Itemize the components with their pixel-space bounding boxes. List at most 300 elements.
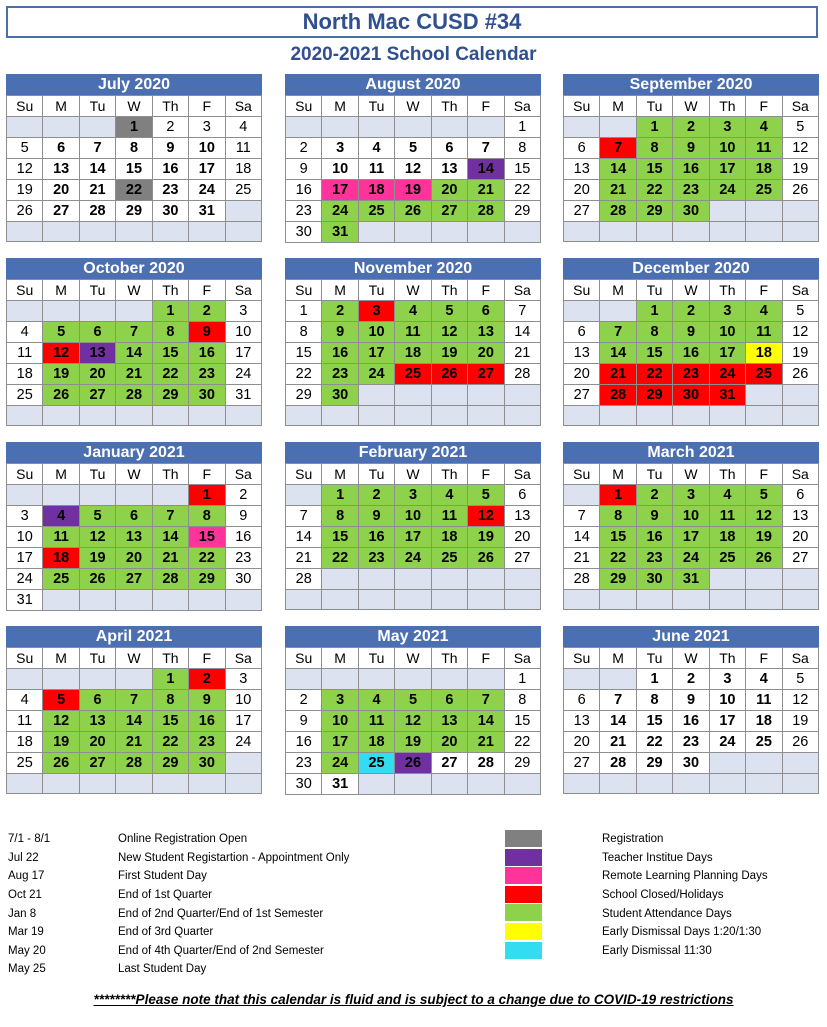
day-cell: 22 xyxy=(636,180,672,201)
day-cell: 20 xyxy=(564,364,600,385)
weekday-header: Th xyxy=(709,280,745,301)
empty-day-cell xyxy=(189,590,225,611)
day-cell: 10 xyxy=(189,138,225,159)
weekday-header: F xyxy=(746,280,782,301)
day-cell: 20 xyxy=(43,180,79,201)
day-cell: 8 xyxy=(322,506,358,527)
day-cell: 20 xyxy=(468,343,504,364)
empty-day-cell xyxy=(358,590,394,610)
day-cell: 22 xyxy=(600,548,636,569)
weekday-header: Su xyxy=(564,280,600,301)
day-cell: 27 xyxy=(431,753,467,774)
key-date-description: Online Registration Open xyxy=(118,833,248,846)
day-cell: 26 xyxy=(7,201,43,222)
day-cell: 9 xyxy=(152,138,188,159)
day-cell: 10 xyxy=(709,322,745,343)
day-cell: 15 xyxy=(636,343,672,364)
day-cell: 5 xyxy=(782,669,818,690)
day-cell: 30 xyxy=(152,201,188,222)
key-date-description: New Student Registartion - Appointment Only xyxy=(118,851,350,864)
day-cell: 30 xyxy=(286,774,322,795)
day-cell: 31 xyxy=(189,201,225,222)
day-cell: 27 xyxy=(564,385,600,406)
day-cell: 24 xyxy=(395,548,431,569)
weekday-header: Su xyxy=(286,464,322,485)
day-cell: 2 xyxy=(358,485,394,506)
key-dates-list xyxy=(8,830,388,979)
empty-day-cell xyxy=(395,774,431,795)
day-cell: 9 xyxy=(673,322,709,343)
day-cell: 28 xyxy=(600,201,636,222)
empty-day-cell xyxy=(7,406,43,426)
weekday-header: Tu xyxy=(358,464,394,485)
month-november-2020 xyxy=(285,258,541,426)
day-cell: 20 xyxy=(431,180,467,201)
empty-day-cell xyxy=(395,385,431,406)
day-cell: 9 xyxy=(225,506,261,527)
day-cell: 13 xyxy=(564,711,600,732)
legend-swatch xyxy=(505,830,542,847)
day-cell: 9 xyxy=(636,506,672,527)
day-cell: 21 xyxy=(116,732,152,753)
weekday-header: Th xyxy=(152,96,188,117)
day-cell: 28 xyxy=(286,569,322,590)
day-cell: 22 xyxy=(152,732,188,753)
empty-day-cell xyxy=(564,222,600,242)
weekday-header: Su xyxy=(7,648,43,669)
day-cell: 6 xyxy=(79,690,115,711)
empty-day-cell xyxy=(7,301,43,322)
day-cell: 8 xyxy=(504,690,540,711)
key-date: Aug 17 xyxy=(8,870,45,883)
empty-day-cell xyxy=(468,590,504,610)
key-date: 7/1 - 8/1 xyxy=(8,833,51,846)
weekday-header: Tu xyxy=(79,648,115,669)
day-cell: 2 xyxy=(152,117,188,138)
day-cell: 11 xyxy=(7,711,43,732)
day-cell: 10 xyxy=(358,322,394,343)
day-cell: 9 xyxy=(322,322,358,343)
key-date-description: First Student Day xyxy=(118,870,207,883)
empty-day-cell xyxy=(395,406,431,426)
day-cell: 28 xyxy=(504,364,540,385)
day-cell: 2 xyxy=(225,485,261,506)
empty-day-cell xyxy=(116,590,152,611)
empty-day-cell xyxy=(600,669,636,690)
day-cell: 12 xyxy=(79,527,115,548)
day-cell: 19 xyxy=(431,343,467,364)
day-cell: 8 xyxy=(504,138,540,159)
empty-day-cell xyxy=(225,590,261,611)
month-title: June 2021 xyxy=(563,626,819,647)
day-cell: 8 xyxy=(152,690,188,711)
key-date: May 20 xyxy=(8,944,46,957)
day-cell: 26 xyxy=(782,732,818,753)
weekday-header: Tu xyxy=(358,280,394,301)
empty-day-cell xyxy=(358,117,394,138)
day-cell: 7 xyxy=(116,690,152,711)
empty-day-cell xyxy=(358,385,394,406)
empty-day-cell xyxy=(431,569,467,590)
empty-day-cell xyxy=(189,222,225,242)
day-cell: 25 xyxy=(43,569,79,590)
day-cell: 10 xyxy=(225,322,261,343)
day-cell: 4 xyxy=(431,485,467,506)
weekday-header: Sa xyxy=(782,648,818,669)
day-cell: 1 xyxy=(636,669,672,690)
day-cell: 7 xyxy=(600,322,636,343)
day-cell: 22 xyxy=(504,180,540,201)
day-cell: 21 xyxy=(600,180,636,201)
day-cell: 12 xyxy=(43,711,79,732)
day-cell: 18 xyxy=(746,159,782,180)
day-cell: 24 xyxy=(673,548,709,569)
empty-day-cell xyxy=(152,406,188,426)
day-cell: 30 xyxy=(673,385,709,406)
day-cell: 20 xyxy=(782,527,818,548)
day-cell: 17 xyxy=(225,711,261,732)
day-cell: 30 xyxy=(673,201,709,222)
day-cell: 25 xyxy=(358,753,394,774)
day-cell: 6 xyxy=(43,138,79,159)
empty-day-cell xyxy=(782,201,818,222)
weekday-header: Su xyxy=(7,464,43,485)
day-cell: 15 xyxy=(504,711,540,732)
empty-day-cell xyxy=(673,774,709,794)
day-cell: 25 xyxy=(395,364,431,385)
day-cell: 23 xyxy=(189,364,225,385)
day-cell: 24 xyxy=(358,364,394,385)
empty-day-cell xyxy=(782,753,818,774)
day-cell: 25 xyxy=(225,180,261,201)
empty-day-cell xyxy=(152,222,188,242)
day-cell: 20 xyxy=(564,180,600,201)
day-cell: 23 xyxy=(673,364,709,385)
day-cell: 11 xyxy=(358,711,394,732)
day-cell: 17 xyxy=(322,180,358,201)
day-cell: 23 xyxy=(673,180,709,201)
empty-day-cell xyxy=(636,590,672,610)
empty-day-cell xyxy=(600,222,636,242)
empty-day-cell xyxy=(504,222,540,243)
day-cell: 23 xyxy=(286,753,322,774)
day-cell: 5 xyxy=(7,138,43,159)
month-title: November 2020 xyxy=(285,258,541,279)
day-cell: 31 xyxy=(225,385,261,406)
day-cell: 5 xyxy=(43,322,79,343)
day-cell: 28 xyxy=(600,753,636,774)
day-cell: 23 xyxy=(322,364,358,385)
day-cell: 13 xyxy=(564,343,600,364)
key-date-row xyxy=(8,886,388,905)
weekday-header: Th xyxy=(709,96,745,117)
key-date-description: End of 1st Quarter xyxy=(118,889,212,902)
empty-day-cell xyxy=(564,590,600,610)
weekday-header: Su xyxy=(564,96,600,117)
month-june-2021 xyxy=(563,626,819,794)
key-date-row xyxy=(8,960,388,979)
day-cell: 7 xyxy=(79,138,115,159)
weekday-header: Tu xyxy=(636,648,672,669)
empty-day-cell xyxy=(709,753,745,774)
day-cell: 30 xyxy=(189,385,225,406)
month-august-2020 xyxy=(285,74,541,243)
weekday-header: W xyxy=(116,648,152,669)
day-cell: 27 xyxy=(564,753,600,774)
empty-day-cell xyxy=(468,669,504,690)
day-cell: 27 xyxy=(43,201,79,222)
day-cell: 3 xyxy=(225,301,261,322)
empty-day-cell xyxy=(746,590,782,610)
day-cell: 14 xyxy=(564,527,600,548)
day-cell: 1 xyxy=(116,117,152,138)
weekday-header: Sa xyxy=(782,464,818,485)
day-cell: 18 xyxy=(7,732,43,753)
weekday-header: W xyxy=(673,96,709,117)
day-cell: 10 xyxy=(7,527,43,548)
day-cell: 27 xyxy=(431,201,467,222)
empty-day-cell xyxy=(746,753,782,774)
day-cell: 18 xyxy=(746,343,782,364)
day-cell: 5 xyxy=(746,485,782,506)
month-title: January 2021 xyxy=(6,442,262,463)
day-cell: 1 xyxy=(189,485,225,506)
day-cell: 15 xyxy=(116,159,152,180)
day-cell: 17 xyxy=(358,343,394,364)
day-cell: 22 xyxy=(152,364,188,385)
day-cell: 25 xyxy=(709,548,745,569)
empty-day-cell xyxy=(116,485,152,506)
day-cell: 4 xyxy=(43,506,79,527)
day-cell: 1 xyxy=(636,301,672,322)
empty-day-cell xyxy=(564,301,600,322)
day-cell: 13 xyxy=(79,711,115,732)
day-cell: 26 xyxy=(43,385,79,406)
day-cell: 12 xyxy=(468,506,504,527)
day-cell: 18 xyxy=(7,364,43,385)
day-cell: 23 xyxy=(189,732,225,753)
weekday-header: Sa xyxy=(504,280,540,301)
empty-day-cell xyxy=(468,406,504,426)
day-cell: 26 xyxy=(782,364,818,385)
empty-day-cell xyxy=(431,222,467,243)
weekday-header: Sa xyxy=(782,96,818,117)
month-title: December 2020 xyxy=(563,258,819,279)
empty-day-cell xyxy=(116,774,152,794)
day-cell: 30 xyxy=(286,222,322,243)
empty-day-cell xyxy=(7,669,43,690)
day-cell: 14 xyxy=(504,322,540,343)
empty-day-cell xyxy=(468,569,504,590)
weekday-header: M xyxy=(43,96,79,117)
day-cell: 28 xyxy=(79,201,115,222)
day-cell: 23 xyxy=(358,548,394,569)
day-cell: 2 xyxy=(322,301,358,322)
day-cell: 29 xyxy=(152,753,188,774)
key-date-row xyxy=(8,830,388,849)
day-cell: 3 xyxy=(673,485,709,506)
empty-day-cell xyxy=(152,774,188,794)
day-cell: 7 xyxy=(564,506,600,527)
empty-day-cell xyxy=(564,406,600,426)
key-date-row xyxy=(8,942,388,961)
empty-day-cell xyxy=(286,406,322,426)
day-cell: 1 xyxy=(322,485,358,506)
empty-day-cell xyxy=(564,485,600,506)
empty-day-cell xyxy=(79,406,115,426)
day-cell: 16 xyxy=(225,527,261,548)
day-cell: 1 xyxy=(152,669,188,690)
day-cell: 30 xyxy=(225,569,261,590)
day-cell: 14 xyxy=(79,159,115,180)
day-cell: 21 xyxy=(468,180,504,201)
legend-labels xyxy=(602,830,768,960)
day-cell: 20 xyxy=(79,364,115,385)
empty-day-cell xyxy=(79,222,115,242)
day-cell: 21 xyxy=(286,548,322,569)
empty-day-cell xyxy=(504,774,540,795)
day-cell: 10 xyxy=(322,711,358,732)
empty-day-cell xyxy=(358,569,394,590)
empty-day-cell xyxy=(43,406,79,426)
day-cell: 5 xyxy=(395,138,431,159)
day-cell: 3 xyxy=(189,117,225,138)
day-cell: 6 xyxy=(116,506,152,527)
day-cell: 16 xyxy=(189,711,225,732)
empty-day-cell xyxy=(746,385,782,406)
weekday-header: M xyxy=(600,464,636,485)
empty-day-cell xyxy=(782,774,818,794)
day-cell: 11 xyxy=(43,527,79,548)
empty-day-cell xyxy=(600,117,636,138)
day-cell: 12 xyxy=(395,159,431,180)
empty-day-cell xyxy=(322,406,358,426)
day-cell: 2 xyxy=(673,117,709,138)
day-cell: 12 xyxy=(7,159,43,180)
day-cell: 27 xyxy=(504,548,540,569)
day-cell: 6 xyxy=(564,322,600,343)
page-title xyxy=(6,6,818,38)
day-cell: 7 xyxy=(286,506,322,527)
day-cell: 18 xyxy=(709,527,745,548)
day-cell: 6 xyxy=(564,138,600,159)
day-cell: 10 xyxy=(322,159,358,180)
day-cell: 29 xyxy=(504,201,540,222)
empty-day-cell xyxy=(116,669,152,690)
day-cell: 10 xyxy=(709,138,745,159)
day-cell: 21 xyxy=(600,364,636,385)
day-cell: 7 xyxy=(468,138,504,159)
day-cell: 18 xyxy=(43,548,79,569)
key-date-row xyxy=(8,904,388,923)
empty-day-cell xyxy=(286,669,322,690)
day-cell: 25 xyxy=(746,364,782,385)
empty-day-cell xyxy=(468,117,504,138)
day-cell: 28 xyxy=(116,753,152,774)
weekday-header: Tu xyxy=(358,648,394,669)
empty-day-cell xyxy=(746,222,782,242)
weekday-header: Su xyxy=(7,280,43,301)
day-cell: 28 xyxy=(152,569,188,590)
empty-day-cell xyxy=(43,301,79,322)
key-date: Jul 22 xyxy=(8,851,39,864)
weekday-header: Th xyxy=(431,648,467,669)
day-cell: 6 xyxy=(782,485,818,506)
weekday-header: Sa xyxy=(225,648,261,669)
day-cell: 7 xyxy=(600,690,636,711)
empty-day-cell xyxy=(600,301,636,322)
empty-day-cell xyxy=(7,485,43,506)
day-cell: 15 xyxy=(636,711,672,732)
day-cell: 13 xyxy=(79,343,115,364)
empty-day-cell xyxy=(43,774,79,794)
day-cell: 28 xyxy=(600,385,636,406)
day-cell: 5 xyxy=(43,690,79,711)
legend-swatches xyxy=(505,830,542,960)
weekday-header: Su xyxy=(564,464,600,485)
day-cell: 1 xyxy=(504,117,540,138)
day-cell: 23 xyxy=(286,201,322,222)
day-cell: 23 xyxy=(225,548,261,569)
day-cell: 9 xyxy=(358,506,394,527)
empty-day-cell xyxy=(564,669,600,690)
day-cell: 22 xyxy=(189,548,225,569)
day-cell: 24 xyxy=(322,753,358,774)
day-cell: 15 xyxy=(600,527,636,548)
month-title: August 2020 xyxy=(285,74,541,95)
day-cell: 17 xyxy=(322,732,358,753)
day-cell: 16 xyxy=(286,180,322,201)
day-cell: 31 xyxy=(322,774,358,795)
empty-day-cell xyxy=(79,669,115,690)
day-cell: 25 xyxy=(358,201,394,222)
weekday-header: F xyxy=(468,96,504,117)
empty-day-cell xyxy=(709,590,745,610)
day-cell: 25 xyxy=(431,548,467,569)
weekday-header: F xyxy=(468,280,504,301)
day-cell: 4 xyxy=(225,117,261,138)
day-cell: 4 xyxy=(358,138,394,159)
empty-day-cell xyxy=(79,301,115,322)
empty-day-cell xyxy=(116,406,152,426)
empty-day-cell xyxy=(7,774,43,794)
day-cell: 2 xyxy=(636,485,672,506)
empty-day-cell xyxy=(225,201,261,222)
empty-day-cell xyxy=(286,485,322,506)
day-cell: 26 xyxy=(395,753,431,774)
empty-day-cell xyxy=(43,117,79,138)
day-cell: 22 xyxy=(322,548,358,569)
month-october-2020 xyxy=(6,258,262,426)
day-cell: 11 xyxy=(7,343,43,364)
day-cell: 8 xyxy=(636,690,672,711)
empty-day-cell xyxy=(395,590,431,610)
day-cell: 14 xyxy=(600,159,636,180)
day-cell: 3 xyxy=(225,669,261,690)
weekday-header: Tu xyxy=(79,280,115,301)
day-cell: 19 xyxy=(43,732,79,753)
day-cell: 12 xyxy=(782,690,818,711)
day-cell: 10 xyxy=(709,690,745,711)
empty-day-cell xyxy=(116,222,152,242)
day-cell: 25 xyxy=(746,180,782,201)
weekday-header: Th xyxy=(431,464,467,485)
day-cell: 18 xyxy=(225,159,261,180)
day-cell: 14 xyxy=(468,711,504,732)
weekday-header: Tu xyxy=(79,464,115,485)
day-cell: 16 xyxy=(152,159,188,180)
day-cell: 16 xyxy=(673,343,709,364)
